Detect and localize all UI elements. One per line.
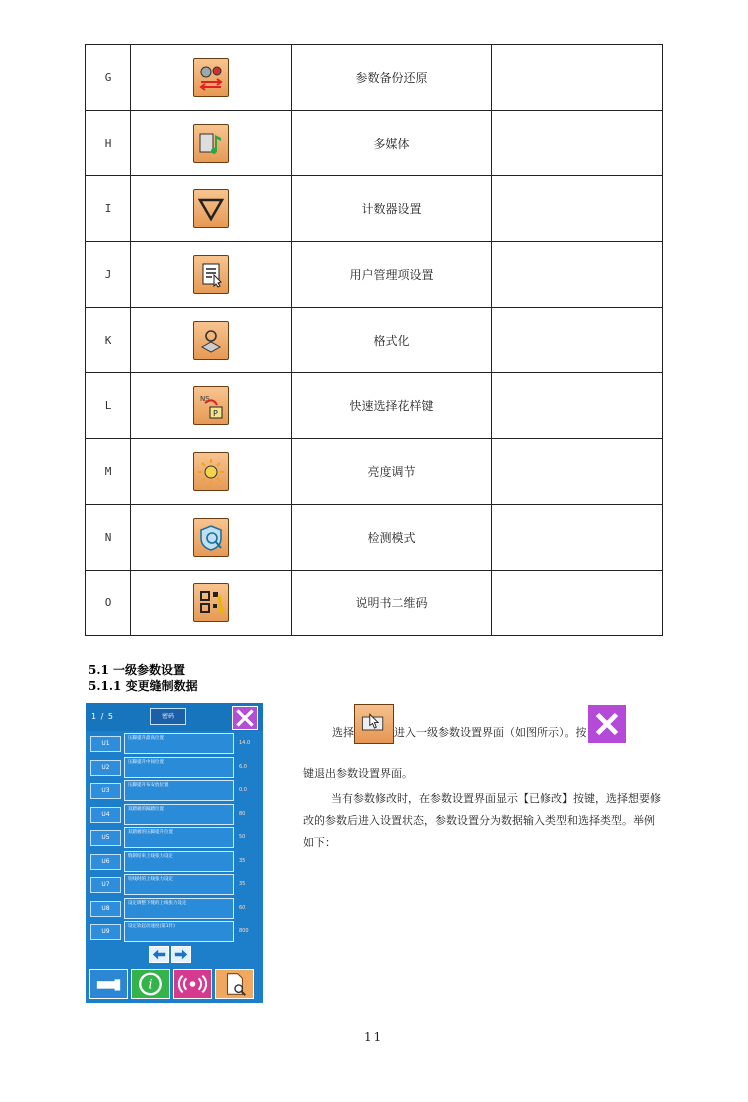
parameter-code[interactable]: U1: [90, 736, 121, 752]
row-icon-cell: [131, 373, 292, 439]
parameter-value: 50: [239, 834, 246, 840]
row-blank: [492, 439, 663, 505]
return-button[interactable]: [89, 969, 128, 999]
document-search-button[interactable]: [215, 969, 254, 999]
user-management-icon: [193, 255, 229, 294]
instruction-line-1: [332, 704, 667, 744]
info-icon: [132, 970, 169, 998]
text-select: 选择: [332, 726, 354, 739]
parameter-label[interactable]: 压脚提升布安放位置: [124, 780, 234, 801]
function-table: [85, 44, 663, 636]
instruction-paragraph: 当有参数修改时，在参数设置界面显示【已修改】按键，选择想要修改的参数后进入设置状态，参数设置分为数据输入类型和选择类型。举例如下：: [303, 792, 661, 849]
table-row: [86, 439, 663, 505]
parameter-value: 14.0: [239, 740, 251, 746]
row-icon-cell: [131, 110, 292, 176]
section-heading-5-1-1: 5.1.1 变更缝制数据: [88, 679, 198, 693]
row-name: 用户管理项设置: [292, 242, 492, 308]
parameter-code[interactable]: U5: [90, 830, 121, 846]
table-row: [86, 504, 663, 570]
row-name: 多媒体: [292, 110, 492, 176]
close-icon-inline: [587, 704, 627, 744]
detection-icon: [193, 518, 229, 557]
svg-text:i: i: [148, 977, 153, 993]
close-icon: [233, 707, 257, 729]
next-page-button[interactable]: [171, 946, 191, 963]
table-row: [86, 373, 663, 439]
page-arrows: [149, 946, 193, 966]
row-letter: H: [86, 110, 131, 176]
parameter-row[interactable]: [90, 804, 262, 825]
instruction-line-2: 键退出参数设置界面。: [303, 767, 413, 780]
signal-icon: [174, 970, 211, 998]
row-name: 说明书二维码: [292, 570, 492, 636]
page-indicator: 1 / 5: [91, 712, 114, 721]
parameter-label[interactable]: 压脚提升中间位置: [124, 757, 234, 778]
info-button[interactable]: [131, 969, 170, 999]
parameter-code[interactable]: U9: [90, 924, 121, 940]
parameter-label[interactable]: 切线时的上线张力设定: [124, 874, 234, 895]
format-icon: [193, 321, 229, 360]
close-button[interactable]: [232, 706, 258, 730]
row-blank: [492, 307, 663, 373]
parameter-row[interactable]: [90, 874, 262, 895]
row-letter: M: [86, 439, 131, 505]
row-letter: K: [86, 307, 131, 373]
table-row: [86, 45, 663, 111]
row-icon-cell: [131, 504, 292, 570]
arrow-left-icon: [150, 947, 168, 962]
parameter-value: 35: [239, 857, 246, 864]
document-search-icon: [216, 970, 253, 998]
parameter-code[interactable]: U6: [90, 854, 121, 870]
row-blank: [492, 176, 663, 242]
row-blank: [492, 110, 663, 176]
parameter-code[interactable]: U8: [90, 901, 121, 917]
arrow-right-icon: [172, 947, 190, 962]
svg-text:NS: NS: [200, 395, 210, 404]
parameter-code[interactable]: U2: [90, 760, 121, 776]
parameter-value: 60: [239, 904, 246, 911]
row-blank: [492, 242, 663, 308]
parameter-label[interactable]: 双踏板的踩踏位置: [124, 804, 234, 825]
parameter-row[interactable]: [90, 898, 262, 919]
row-letter: G: [86, 45, 131, 111]
row-icon-cell: [131, 45, 292, 111]
parameter-code[interactable]: U4: [90, 807, 121, 823]
row-name: 快速选择花样键: [292, 373, 492, 439]
table-row: [86, 110, 663, 176]
table-row: [86, 242, 663, 308]
multimedia-icon: [193, 124, 229, 163]
parameter-label[interactable]: 双踏板的压脚提升位置: [124, 827, 234, 848]
svg-text:P: P: [213, 409, 218, 419]
parameter-value: 80: [239, 810, 246, 817]
panel-bottom-bar: [89, 969, 257, 999]
row-name: 参数备份还原: [292, 45, 492, 111]
parameter-code[interactable]: U7: [90, 877, 121, 893]
row-blank: [492, 45, 663, 111]
signal-button[interactable]: [173, 969, 212, 999]
password-button[interactable]: 密码: [150, 708, 186, 725]
return-icon: [90, 970, 127, 998]
row-icon-cell: [131, 242, 292, 308]
row-icon-cell: [131, 307, 292, 373]
parameter-value: 800: [239, 928, 249, 934]
parameter-row[interactable]: [90, 921, 262, 942]
section-heading-5-1: 5.1 一级参数设置: [88, 663, 186, 677]
row-icon-cell: [131, 439, 292, 505]
row-name: 计数器设置: [292, 176, 492, 242]
parameter-label[interactable]: 设定调整下缝的上线张力设定: [124, 898, 234, 919]
row-letter: O: [86, 570, 131, 636]
panel-header: [86, 703, 263, 731]
row-letter: N: [86, 504, 131, 570]
gear-settings-icon: [193, 58, 229, 97]
row-letter: I: [86, 176, 131, 242]
prev-page-button[interactable]: [149, 946, 169, 963]
brightness-icon: [193, 452, 229, 491]
parameter-label[interactable]: 压脚提升最高位置: [124, 733, 234, 754]
parameter-label[interactable]: 设定软起动速度(第1针): [124, 921, 234, 942]
parameter-value: 35: [239, 881, 246, 887]
table-row: [86, 176, 663, 242]
row-name: 亮度调节: [292, 439, 492, 505]
quick-pattern-icon: [193, 386, 229, 425]
row-name: 检测模式: [292, 504, 492, 570]
parameter-row[interactable]: [90, 827, 262, 848]
row-icon-cell: [131, 176, 292, 242]
parameter-settings-icon: [354, 704, 394, 744]
row-icon-cell: [131, 570, 292, 636]
text-enter: 进入一级参数设置界面（如图所示）。按: [394, 726, 587, 739]
parameter-value: 0.0: [239, 787, 247, 793]
parameter-screen-figure: [86, 703, 263, 1003]
qr-code-icon: [193, 583, 229, 622]
parameter-label[interactable]: 缝制结束上线张力设定: [124, 851, 234, 872]
parameter-row[interactable]: [90, 757, 262, 778]
row-blank: [492, 504, 663, 570]
table-row: [86, 570, 663, 636]
row-blank: [492, 570, 663, 636]
counter-icon: [193, 189, 229, 228]
row-letter: L: [86, 373, 131, 439]
table-row: [86, 307, 663, 373]
row-blank: [492, 373, 663, 439]
parameter-row[interactable]: [90, 851, 262, 872]
parameter-row[interactable]: [90, 733, 262, 754]
parameter-code[interactable]: U3: [90, 783, 121, 799]
row-letter: J: [86, 242, 131, 308]
parameter-row[interactable]: [90, 780, 262, 801]
page-number: 11: [364, 1030, 384, 1044]
parameter-value: 6.0: [239, 763, 247, 770]
row-name: 格式化: [292, 307, 492, 373]
